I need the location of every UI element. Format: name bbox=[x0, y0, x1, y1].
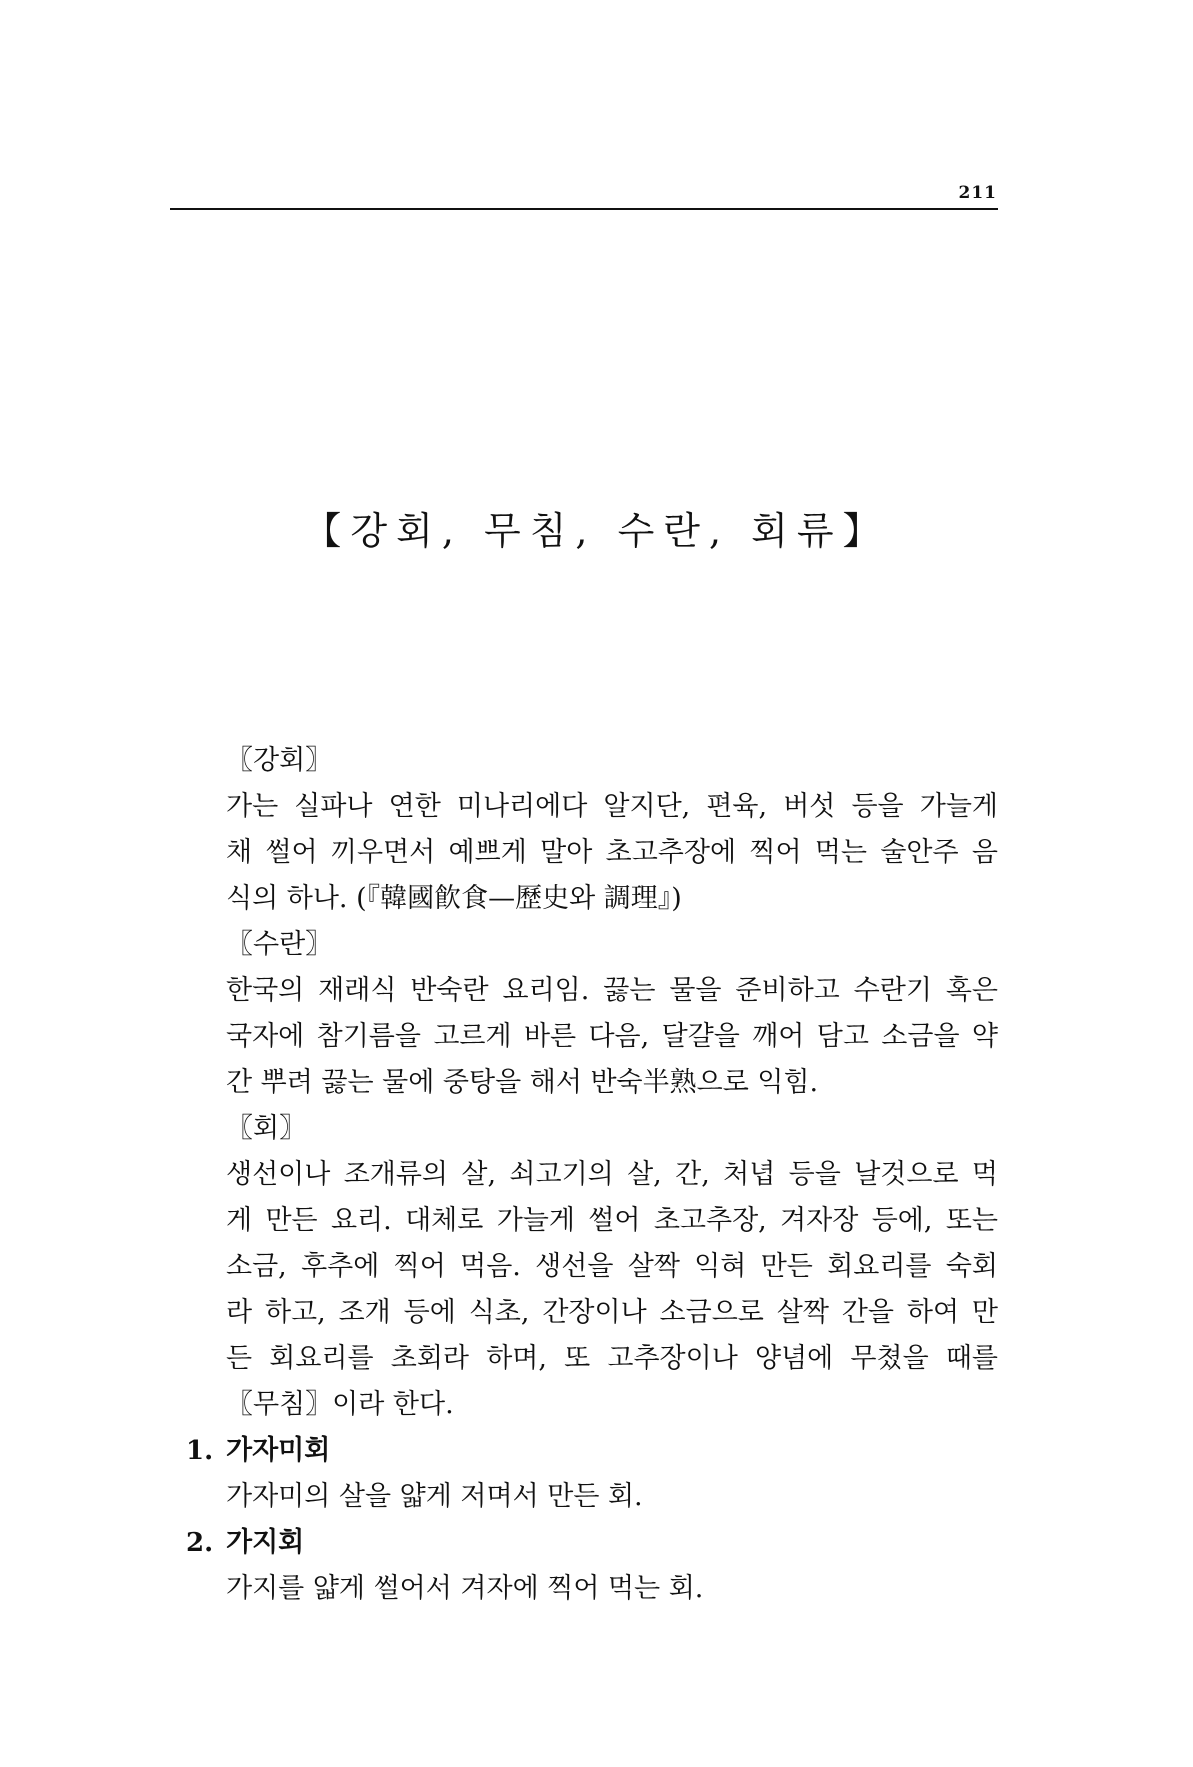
paragraph-line: 가는 실파나 연한 미나리에다 알지단, 편육, 버섯 등을 가늘게 bbox=[226, 791, 998, 822]
list-item-name: 가지회 bbox=[226, 1527, 305, 1558]
paragraph-line: 한국의 재래식 반숙란 요리임. 끓는 물을 준비하고 수란기 혹은 bbox=[226, 975, 998, 1006]
section-hoe bbox=[226, 1106, 998, 1428]
list-item-number: 1. bbox=[186, 1436, 214, 1466]
paragraph-line: 식의 하나. (『韓國飮食—歷史와 調理』) bbox=[226, 883, 682, 914]
paragraph-line: 라 하고, 조개 등에 식초, 간장이나 소금으로 살짝 간을 하여 만 bbox=[226, 1297, 998, 1328]
list-item-description: 가지를 얇게 썰어서 겨자에 찍어 먹는 회. bbox=[226, 1573, 704, 1604]
paragraph-line: 간 뿌려 끓는 물에 중탕을 해서 반숙半熟으로 익힘. bbox=[226, 1067, 819, 1098]
section-ganghoe bbox=[226, 738, 998, 922]
paragraph-line: 생선이나 조개류의 살, 쇠고기의 살, 간, 처녑 등을 날것으로 먹 bbox=[226, 1159, 998, 1190]
section-heading: 〖수란〗 bbox=[226, 929, 333, 960]
section-suran bbox=[226, 922, 998, 1106]
list-item-title bbox=[186, 1428, 998, 1474]
list-item-name: 가자미회 bbox=[226, 1435, 331, 1466]
section-heading: 〖회〗 bbox=[226, 1113, 307, 1144]
paragraph-line: 게 만든 요리. 대체로 가늘게 썰어 초고추장, 겨자장 등에, 또는 bbox=[226, 1205, 998, 1236]
paragraph-line: 든 회요리를 초회라 하며, 또 고추장이나 양념에 무쳤을 때를 bbox=[226, 1343, 998, 1374]
list-item-title bbox=[186, 1520, 998, 1566]
list-item-description: 가자미의 살을 얇게 저며서 만든 회. bbox=[226, 1481, 643, 1512]
page-body bbox=[186, 738, 998, 1612]
page-number: 211 bbox=[958, 183, 997, 203]
paragraph-line: 〖무침〗이라 한다. bbox=[226, 1389, 454, 1420]
header-rule bbox=[170, 208, 998, 210]
numbered-list bbox=[186, 1428, 998, 1612]
paragraph-line: 채 썰어 끼우면서 예쁘게 말아 초고추장에 찍어 먹는 술안주 음 bbox=[226, 837, 998, 868]
section-heading: 〖강회〗 bbox=[226, 745, 333, 776]
paragraph-line: 국자에 참기름을 고르게 바른 다음, 달걀을 깨어 담고 소금을 약 bbox=[226, 1021, 998, 1052]
list-item-number: 2. bbox=[186, 1528, 214, 1558]
chapter-title: 【강회, 무침, 수란, 회류】 bbox=[303, 509, 890, 553]
paragraph-line: 소금, 후추에 찍어 먹음. 생선을 살짝 익혀 만든 회요리를 숙회 bbox=[226, 1251, 998, 1282]
